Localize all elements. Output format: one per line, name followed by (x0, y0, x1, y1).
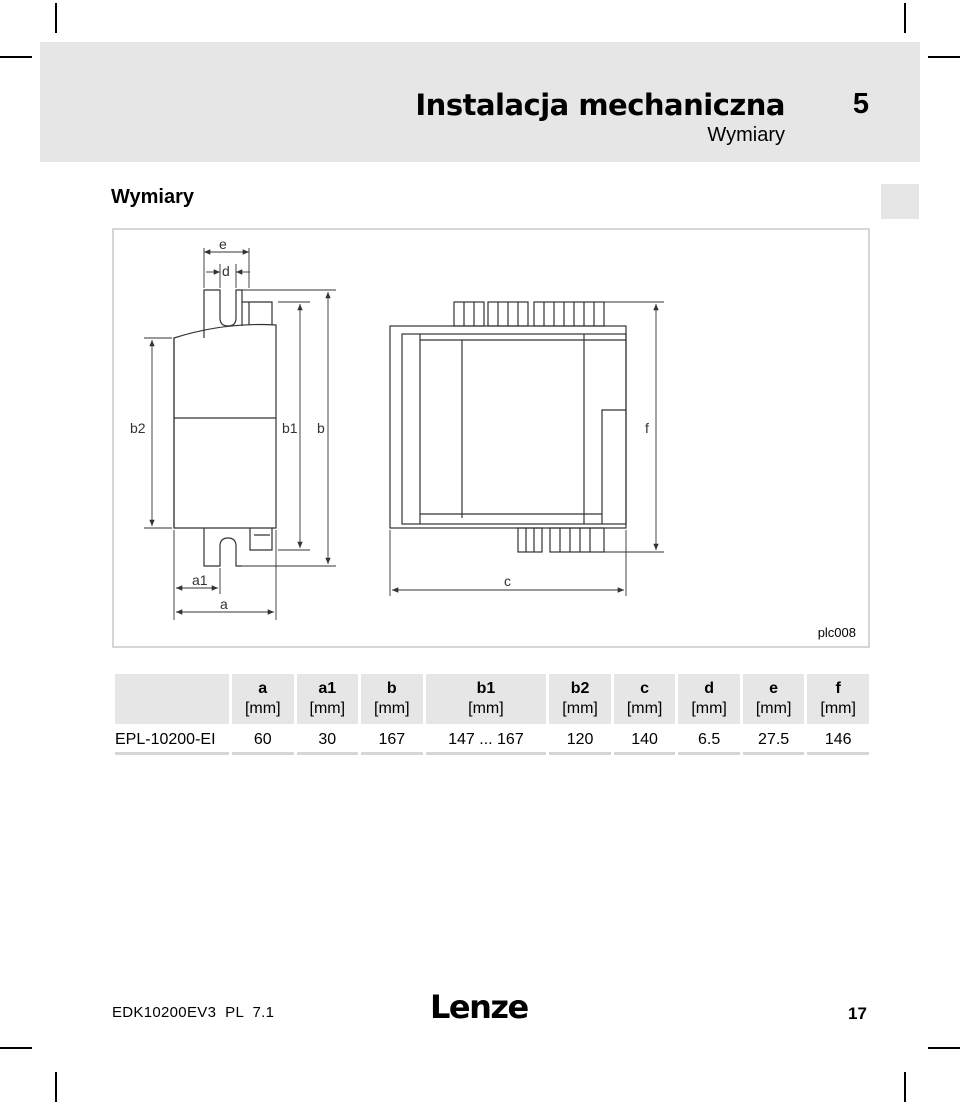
crop-mark (928, 1047, 960, 1049)
side-view (174, 290, 276, 566)
dimension-lines (144, 248, 664, 620)
section-heading: Wymiary (111, 186, 195, 208)
table-cell: 140 (614, 724, 676, 755)
dim-label-e: e (219, 236, 227, 252)
front-view (390, 302, 626, 552)
side-tab (881, 184, 919, 219)
dim-label-f: f (645, 420, 649, 436)
dim-label-b1: b1 (282, 420, 298, 436)
table-cell: 30 (297, 724, 359, 755)
footer-doc-reference: EDK10200EV3 PL 7.1 (112, 1004, 275, 1021)
column-header: a1 [mm] (297, 674, 359, 724)
crop-mark (928, 56, 960, 58)
table-cell: 147 ... 167 (426, 724, 547, 755)
table-header-row (115, 674, 869, 724)
column-header: a [mm] (232, 674, 294, 724)
dim-label-c: c (504, 573, 511, 589)
chapter-subtitle: Wymiary (707, 124, 785, 146)
table-corner-cell (115, 674, 229, 724)
column-header: b2 [mm] (549, 674, 611, 724)
column-header: b [mm] (361, 674, 423, 724)
crop-mark (55, 1072, 57, 1102)
dim-label-b2: b2 (130, 420, 146, 436)
table-cell: 6.5 (678, 724, 740, 755)
dim-label-d: d (222, 263, 230, 279)
crop-mark (904, 3, 906, 33)
dimensions-table (112, 674, 872, 755)
crop-mark (904, 1072, 906, 1102)
crop-mark (0, 56, 32, 58)
dim-label-a1: a1 (192, 572, 208, 588)
column-header: f [mm] (807, 674, 869, 724)
table-cell: 120 (549, 724, 611, 755)
column-header: d [mm] (678, 674, 740, 724)
table-cell: 60 (232, 724, 294, 755)
table-cell: 146 (807, 724, 869, 755)
drawing-svg (114, 230, 870, 648)
column-header: b1 [mm] (426, 674, 547, 724)
crop-mark (0, 1047, 32, 1049)
dim-label-a: a (220, 596, 228, 612)
table-cell: 167 (361, 724, 423, 755)
column-header: e [mm] (743, 674, 805, 724)
dimension-drawing (112, 228, 870, 648)
page-number: 17 (848, 1004, 867, 1023)
crop-mark (55, 3, 57, 33)
table-row (115, 724, 869, 755)
model-cell: EPL-10200-EI (115, 724, 229, 755)
chapter-title: Instalacja mechaniczna (415, 88, 785, 122)
figure-id: plc008 (817, 625, 856, 640)
column-header: c [mm] (614, 674, 676, 724)
dim-label-b: b (317, 420, 325, 436)
lenze-logo: Lenze (430, 988, 528, 1026)
table-cell: 27.5 (743, 724, 805, 755)
chapter-number: 5 (852, 88, 869, 120)
